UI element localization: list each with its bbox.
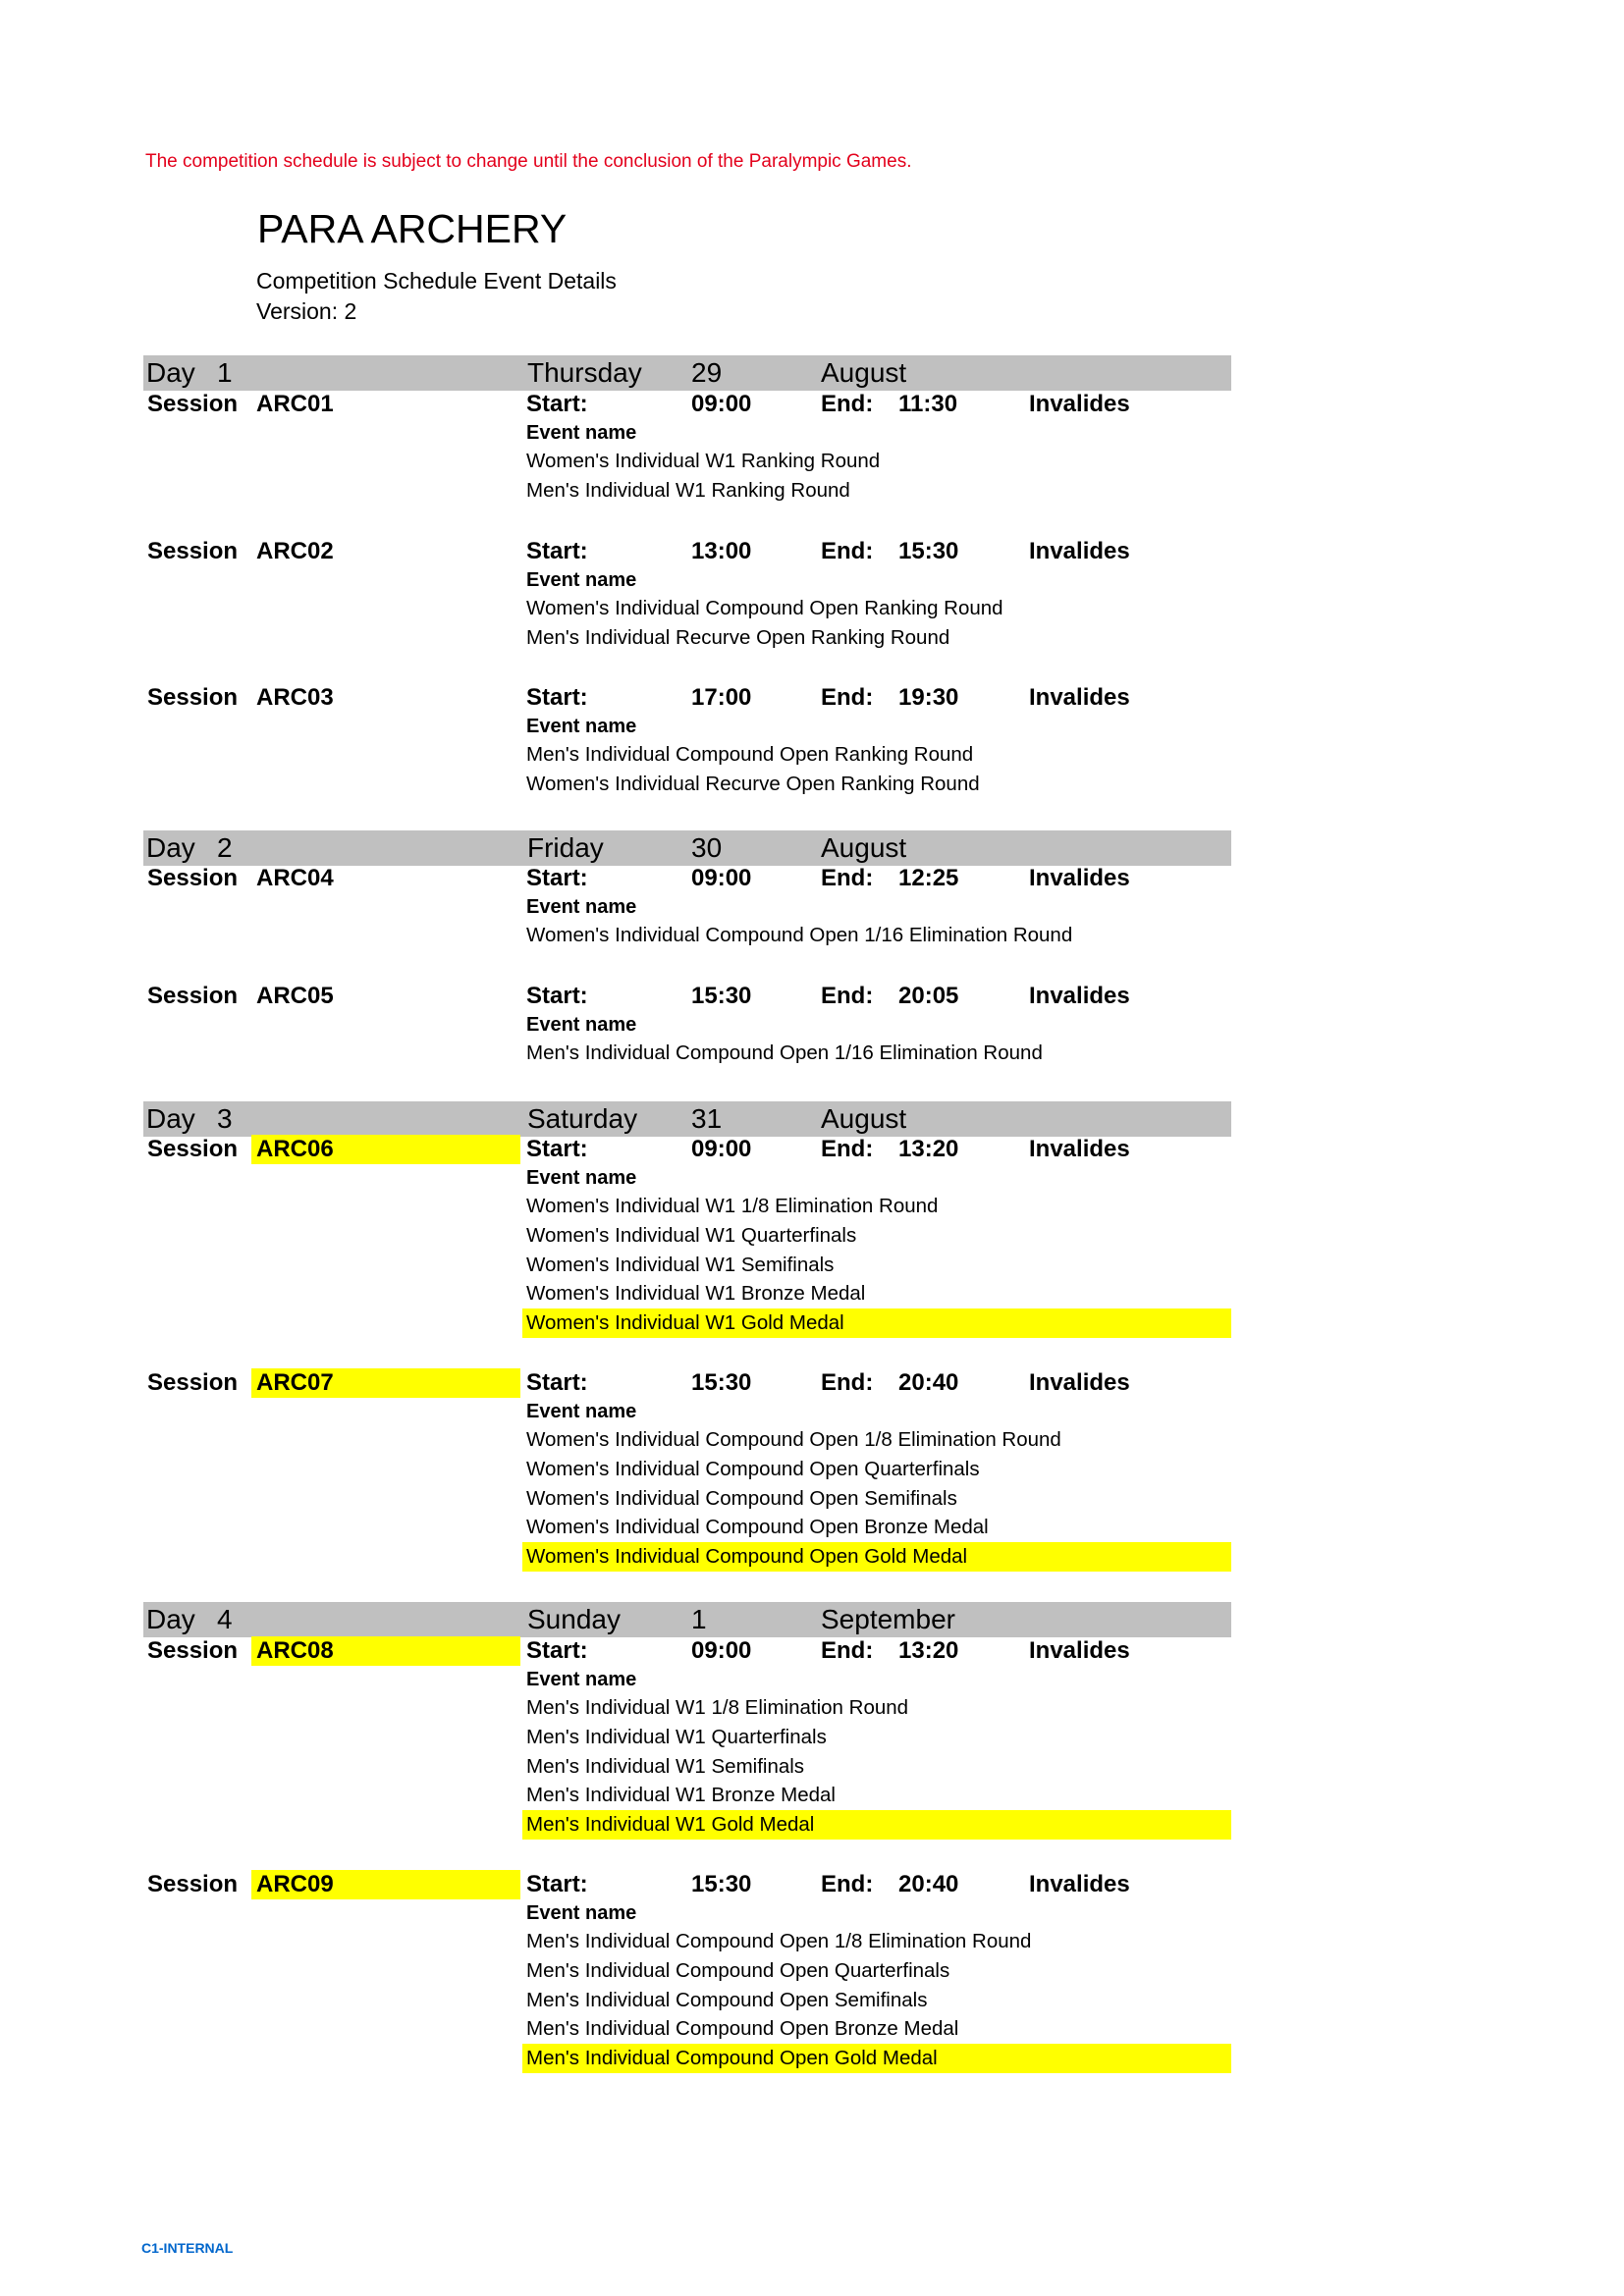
start-label: Start: (526, 538, 588, 564)
end-time: 20:40 (898, 1369, 959, 1396)
classification-footer: C1-INTERNAL (141, 2240, 234, 2256)
end-time: 19:30 (898, 684, 959, 711)
session-block (0, 982, 1624, 1068)
event-name-header: Event name (526, 716, 637, 737)
session-row (0, 864, 1624, 893)
day-weekday: Friday (527, 832, 604, 863)
event-item: Men's Individual Compound Open Gold Medal (522, 2044, 1231, 2073)
event-item: Women's Individual Compound Open Ranking Round (526, 597, 1003, 619)
session-block (0, 683, 1624, 799)
session-code: ARC01 (256, 391, 334, 417)
day-header (143, 1101, 1231, 1137)
event-list (0, 1693, 1624, 1840)
event-list (0, 1927, 1624, 2073)
event-list (0, 447, 1624, 506)
day-date: 29 (691, 357, 723, 388)
session-row (0, 390, 1624, 419)
session-row (0, 1636, 1624, 1666)
event-item: Men's Individual W1 Bronze Medal (526, 1784, 836, 1807)
session-code: ARC04 (256, 865, 334, 891)
end-time: 20:05 (898, 983, 959, 1009)
day-weekday: Saturday (527, 1103, 638, 1134)
schedule-notice: The competition schedule is subject to change until the conclusion of the Paralympic Games. (145, 151, 912, 172)
end-time: 13:20 (898, 1637, 959, 1664)
venue-name: Invalides (1029, 865, 1130, 891)
event-list (0, 740, 1624, 799)
start-time: 09:00 (691, 865, 752, 891)
session-label: Session (147, 538, 239, 564)
session-row (0, 683, 1624, 713)
event-item: Women's Individual Compound Open Bronze Medal (526, 1516, 989, 1539)
session-row (0, 1135, 1624, 1164)
start-time: 15:30 (691, 983, 752, 1009)
session-row (0, 1368, 1624, 1398)
day-label: Day (146, 1103, 195, 1134)
event-item: Men's Individual Compound Open Bronze Medal (526, 2017, 959, 2041)
day-number: 4 (217, 1604, 233, 1634)
day-weekday: Sunday (527, 1604, 621, 1634)
event-list (0, 1192, 1624, 1338)
start-time: 13:00 (691, 538, 752, 564)
session-code: ARC03 (256, 684, 334, 711)
day-header (143, 355, 1231, 391)
day-header (143, 1602, 1231, 1637)
page-subtitle: Competition Schedule Event Details (256, 268, 617, 294)
session-code: ARC06 (251, 1135, 520, 1164)
event-list (0, 1425, 1624, 1572)
session-label: Session (147, 1871, 239, 1897)
end-label: End: (821, 983, 874, 1009)
event-item: Men's Individual Compound Open Quarterfinals (526, 1958, 950, 1982)
event-name-header: Event name (526, 1014, 637, 1036)
end-label: End: (821, 1369, 874, 1396)
end-label: End: (821, 865, 874, 891)
event-name-header: Event name (526, 569, 637, 591)
session-code: ARC02 (256, 538, 334, 564)
day-month: September (821, 1604, 955, 1634)
event-list (0, 921, 1624, 950)
session-row (0, 982, 1624, 1011)
day-month: August (821, 832, 907, 863)
event-item: Men's Individual W1 1/8 Elimination Round (526, 1696, 909, 1719)
event-item: Women's Individual W1 Semifinals (526, 1253, 835, 1276)
event-name-header: Event name (526, 1167, 637, 1189)
start-label: Start: (526, 1136, 588, 1162)
end-label: End: (821, 1637, 874, 1664)
event-item: Women's Individual W1 Bronze Medal (526, 1282, 866, 1306)
session-code: ARC08 (251, 1636, 520, 1666)
event-item: Women's Individual W1 Quarterfinals (526, 1223, 857, 1247)
end-label: End: (821, 1871, 874, 1897)
session-label: Session (147, 1637, 239, 1664)
day-header (143, 830, 1231, 866)
event-item: Men's Individual W1 Gold Medal (522, 1810, 1231, 1840)
event-name-header: Event name (526, 896, 637, 918)
event-item: Men's Individual Compound Open Semifinals (526, 1988, 928, 2011)
venue-name: Invalides (1029, 1369, 1130, 1396)
session-code: ARC05 (256, 983, 334, 1009)
event-item: Women's Individual W1 Gold Medal (522, 1308, 1231, 1338)
event-name-header: Event name (526, 422, 637, 444)
event-name-header: Event name (526, 1902, 637, 1924)
day-month: August (821, 357, 907, 388)
end-time: 13:20 (898, 1136, 959, 1162)
venue-name: Invalides (1029, 684, 1130, 711)
day-label: Day (146, 357, 195, 388)
event-name-header: Event name (526, 1401, 637, 1422)
day-number: 1 (217, 357, 233, 388)
session-label: Session (147, 391, 239, 417)
start-time: 15:30 (691, 1871, 752, 1897)
venue-name: Invalides (1029, 1871, 1130, 1897)
start-time: 15:30 (691, 1369, 752, 1396)
event-item: Women's Individual Recurve Open Ranking Round (526, 772, 980, 795)
event-item: Men's Individual W1 Semifinals (526, 1754, 805, 1778)
session-block (0, 1870, 1624, 2073)
event-item: Men's Individual W1 Quarterfinals (526, 1725, 827, 1748)
day-weekday: Thursday (527, 357, 642, 388)
end-label: End: (821, 1136, 874, 1162)
start-time: 09:00 (691, 1637, 752, 1664)
event-item: Men's Individual W1 Ranking Round (526, 478, 850, 502)
start-label: Start: (526, 1871, 588, 1897)
session-code: ARC07 (251, 1368, 520, 1398)
session-block (0, 1135, 1624, 1338)
start-label: Start: (526, 983, 588, 1009)
venue-name: Invalides (1029, 391, 1130, 417)
version-label: Version: 2 (256, 298, 357, 324)
event-item: Women's Individual W1 Ranking Round (526, 450, 881, 472)
session-block (0, 537, 1624, 653)
start-time: 17:00 (691, 684, 752, 711)
start-label: Start: (526, 1369, 588, 1396)
session-block (0, 864, 1624, 950)
session-row (0, 537, 1624, 566)
end-label: End: (821, 538, 874, 564)
session-label: Session (147, 1369, 239, 1396)
session-block (0, 390, 1624, 506)
end-time: 15:30 (898, 538, 959, 564)
day-date: 1 (691, 1604, 707, 1634)
start-label: Start: (526, 391, 588, 417)
event-item: Women's Individual Compound Open Semifinals (526, 1486, 957, 1510)
start-label: Start: (526, 865, 588, 891)
event-name-header: Event name (526, 1669, 637, 1690)
day-date: 30 (691, 832, 723, 863)
end-label: End: (821, 391, 874, 417)
event-item: Men's Individual Compound Open 1/8 Elimination Round (526, 1930, 1032, 1952)
event-item: Women's Individual W1 1/8 Elimination Round (526, 1195, 939, 1217)
session-label: Session (147, 1136, 239, 1162)
day-number: 3 (217, 1103, 233, 1134)
session-label: Session (147, 865, 239, 891)
event-item: Men's Individual Recurve Open Ranking Round (526, 625, 950, 649)
event-item: Men's Individual Compound Open Ranking Round (526, 743, 974, 766)
start-label: Start: (526, 1637, 588, 1664)
venue-name: Invalides (1029, 1136, 1130, 1162)
venue-name: Invalides (1029, 538, 1130, 564)
start-time: 09:00 (691, 1136, 752, 1162)
venue-name: Invalides (1029, 1637, 1130, 1664)
day-date: 31 (691, 1103, 723, 1134)
end-time: 20:40 (898, 1871, 959, 1897)
session-label: Session (147, 983, 239, 1009)
event-item: Women's Individual Compound Open 1/8 Elimination Round (526, 1428, 1061, 1451)
start-label: Start: (526, 684, 588, 711)
end-label: End: (821, 684, 874, 711)
day-label: Day (146, 832, 195, 863)
session-label: Session (147, 684, 239, 711)
start-time: 09:00 (691, 391, 752, 417)
day-number: 2 (217, 832, 233, 863)
session-code: ARC09 (251, 1870, 520, 1899)
session-row (0, 1870, 1624, 1899)
end-time: 12:25 (898, 865, 959, 891)
event-item: Women's Individual Compound Open 1/16 Elimination Round (526, 924, 1073, 946)
page-title: PARA ARCHERY (257, 206, 568, 251)
event-list (0, 1039, 1624, 1068)
event-item: Women's Individual Compound Open Quarterfinals (526, 1457, 980, 1480)
venue-name: Invalides (1029, 983, 1130, 1009)
day-label: Day (146, 1604, 195, 1634)
day-month: August (821, 1103, 907, 1134)
session-block (0, 1636, 1624, 1840)
event-list (0, 594, 1624, 653)
event-item: Men's Individual Compound Open 1/16 Elimination Round (526, 1041, 1043, 1064)
event-item: Women's Individual Compound Open Gold Medal (522, 1542, 1231, 1572)
session-block (0, 1368, 1624, 1572)
end-time: 11:30 (898, 391, 958, 417)
